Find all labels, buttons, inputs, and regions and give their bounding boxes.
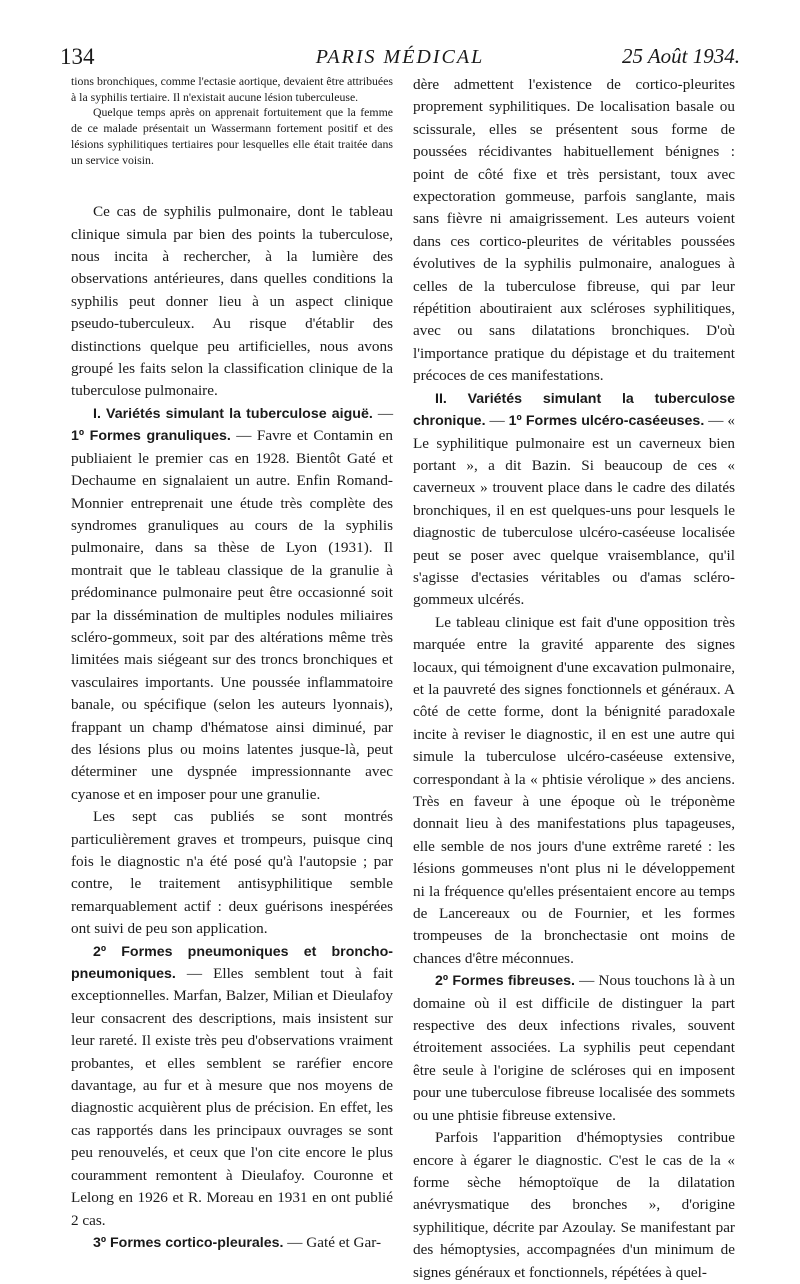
heading-dash: —: [372, 404, 393, 422]
subsection-heading: 2º Formes pneumoniques et broncho-pneumoniques.: [71, 943, 393, 983]
section-heading: II. Variétés simulant la tuberculose chronique.: [413, 390, 735, 430]
body-text: — « Le syphilitique pulmonaire est un caverneux bien portant », a dit Bazin. Si beaucoup de ces « caverneux » trouvent place dans le cadre des dilatés bronchiques, il en est quelques-uns pour lesquels le diagnostic de tuberculose ulcéro-caséeuse localisée peut se poser avec quelque vraisemblance, qu'il s'agisse d'ectasies véritables ou d'amas scléro-gommeux ulcérés.: [413, 412, 735, 609]
subsection-paragraph: [71, 1232, 393, 1254]
page-number: 134: [60, 44, 95, 69]
page-header: [60, 44, 740, 76]
body-paragraph: Ce cas de syphilis pulmonaire, dont le tableau clinique simula par bien des points la tuberculose, nous incita à rechercher, à la lumière des observations antérieures, dans quelles conditions la syphilis peut donner lieu à un aspect clinique pseudo-tuberculeux. Au risque d'établir des distinctions quelque peu artificielles, nous avons groupé les faits selon la classification clinique de la tuberculose pulmonaire.: [71, 203, 393, 400]
heading-dash: —: [485, 412, 509, 430]
left-column: [71, 74, 393, 1254]
subsection-heading: 1º Formes ulcéro-caséeuses.: [508, 413, 705, 430]
body-text: — Gaté et Gar-: [283, 1233, 382, 1251]
subsection-paragraph: [413, 970, 735, 1127]
body-paragraph: Parfois l'apparition d'hémoptysies contribue encore à égarer le diagnostic. C'est le cas de la « forme sèche hémoptoïque de la dilatation anévrysmatique des bronches », d'origine syphilitique, décrite par Azoulay. Se manifestant par des hémoptysies, accompagnées d'un minimum de signes généraux et fonctionnels, répétées à quel-: [413, 1129, 735, 1281]
right-column: [413, 74, 735, 1284]
section-heading: I. Variétés simulant la tuberculose aiguë.: [93, 405, 373, 422]
subsection-heading: 1º Formes granuliques.: [71, 428, 231, 445]
case-note-paragraph: tions bronchiques, comme l'ectasie aortique, devaient être attribuées à la syphilis tertiaire. Il n'existait aucune lésion tuberculeuse.: [71, 74, 393, 104]
subsection-paragraph: [71, 941, 393, 1232]
issue-date: 25 Août 1934.: [621, 44, 740, 68]
case-note-paragraph: Quelque temps après on apprenait fortuitement que la femme de ce malade présentait un Wassermann fortement positif et des lésions syphilitiques tertiaires pour lesquelles elle était traitée dans un service voisin.: [71, 105, 393, 167]
section-paragraph: [71, 403, 393, 806]
subsection-heading: 2º Formes fibreuses.: [435, 973, 575, 990]
body-text: — Nous touchons là à un domaine où il est difficile de distinguer la part respective des deux infections rivales, souvent étroitement associées. La syphilis peut cependant être seule à l'origine de scléroses qui en imposent pour une tuberculose fibreuse localisée des sommets ou une phtisie fibreuse extensive.: [413, 972, 735, 1124]
body-paragraph: dère admettent l'existence de cortico-pleurites proprement syphilitiques. De localisation basale ou scissurale, elles se présentent sous forme de poussées récidivantes habituellement bénignes : point de côté fixe et très persistant, toux avec expectoration gommeuse, parfois sanglante, mais sans fièvre ni amaigrissement. Les auteurs voient dans ces cortico-pleurites de véritables poussées évolutives de la syphilis pulmonaire, analogues à celles de la tuberculose fibreuse, qui par leur répétition aboutiraient aux scléroses syphilitiques, avec ou sans dilatations bronchiques. D'où l'importance pratique du dépistage et du traitement précoces de ces manifestations.: [413, 76, 735, 385]
subsection-heading: 3º Formes cortico-pleurales.: [93, 1234, 284, 1251]
spacer: [71, 168, 393, 201]
journal-title: PARIS MÉDICAL: [315, 46, 485, 68]
body-text: — Favre et Contamin en publiaient le premier cas en 1928. Bientôt Gaté et Dechaume en signalaient un autre. Enfin Romand-Monnier entreprenait une étude très complète des syndromes granuliques au cours de la syphilis pulmonaire, dans sa thèse de Lyon (1931). Il montrait que le tableau classique de la granulie à prédominance pulmonaire peut être occasionné soit par la dissémination de multiples nodules miliaires scléro-gommeux, soit par des altérations même très limitées mais siégeant sur des troncs bronchiques et vasculaires importants. Une poussée inflammatoire banale, ou spécifique (selon les auteurs lyonnais), frappant un champ d'hématose ainsi diminué, par des lésions plus ou moins latentes jusque-là, peut déterminer une dyspnée impressionnante avec cyanose et en imposer pour une granulie.: [71, 427, 393, 803]
body-paragraph: Les sept cas publiés se sont montrés particulièrement graves et trompeurs, puisque cinq fois le diagnostic n'a été posé qu'à l'autopsie ; par contre, le traitement antisyphilitique semble remarquablement actif : deux guérisons inespérées ont suivi de peu son application.: [71, 808, 393, 938]
body-paragraph: Le tableau clinique est fait d'une opposition très marquée entre la gravité apparente des signes locaux, qui témoignent d'une excavation pulmonaire, et la pauvreté des signes fonctionnels et généraux. A côté de cette forme, dont la bénignité paradoxale incite à reviser le diagnostic, il en est une autre qui simule la tuberculose ulcéro-caséeuse extensive, correspondant à la « phtisie vérolique » des anciens. Très en faveur à une époque où le tréponème donnait lieu à des manifestations plus tapageuses, elle semble de nos jours d'une extrême rareté : les lésions gommeuses n'ont plus ni le développement ni la fréquence qu'elles présentaient encore au temps de Lancereaux ou de Fournier, et les formes trompeuses de la bronchectasie ont moins de chances d'être méconnues.: [413, 613, 736, 967]
body-text: — Elles semblent tout à fait exceptionnelles. Marfan, Balzer, Milian et Dieulafoy leur consacrent des descriptions, mais insistent sur leur rareté. Il existe très peu d'observations vraiment probantes, et elles semblent se raréfier encore davantage, au fur et à mesure que nos moyens de diagnostic acquièrent plus de précision. En effet, les cas rapportés dans les principaux ouvrages se sont peu renouvelés, et ceux que l'on cite encore le plus couramment remontent à Dieulafoy. Couronne et Lelong en 1926 et R. Moreau en 1931 en ont publié 2 cas.: [71, 965, 393, 1229]
section-paragraph: [413, 388, 735, 612]
